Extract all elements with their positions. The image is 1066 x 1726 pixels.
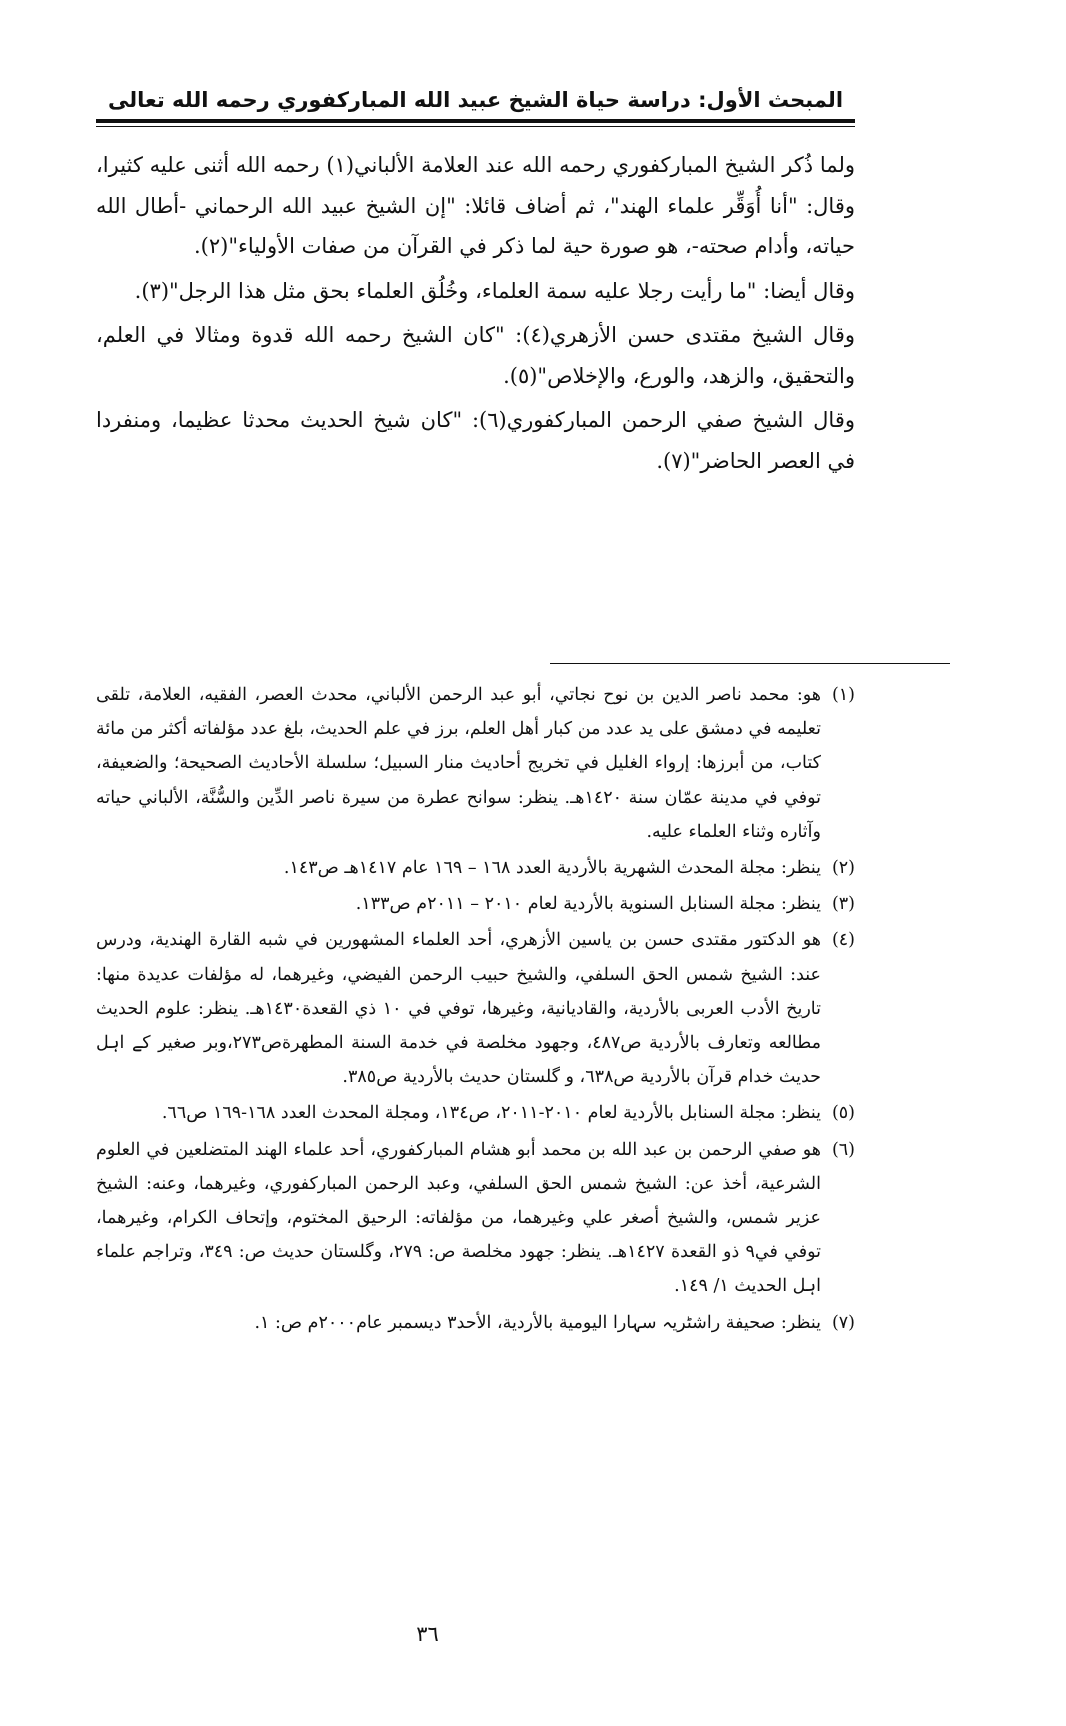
footnote-text: ينظر: صحيفة راشٹريہ سہارا اليومية بالأردية، الأحد٣ ديسمبر عام٢٠٠٠م ص: ١.	[254, 1312, 821, 1333]
body-paragraph: وقال الشيخ صفي الرحمن المباركفوري(٦): "كان شيخ الحديث محدثا عظيما، ومنفردا في العصر الحاضر"(٧).	[96, 408, 855, 473]
footnote-number: (٦)	[831, 1139, 855, 1160]
footnote-text: ينظر: مجلة السنابل السنوية بالأردية لعام ٢٠١٠ – ٢٠١١م ص١٣٣.	[355, 894, 821, 915]
footnote-text: هو: محمد ناصر الدين بن نوح نجاتي، أبو عبد الرحمن الألباني، محدث العصر، الفقيه، العلامة، تلقى تعليمه في دمشق على يد عدد من كبار أهل العلم، برز في علم الحديث، بلغ عدد مؤلفاته أكثر من مائة كتاب، من أبرزها: إرواء الغليل في تخريج أحاديث منار السبيل؛ سلسلة الأحاديث الصحيحة؛ والضعيفة، توفي في مدينة عمّان سنة ١٤٢٠هـ. ينظر: سوانح عطرة من سيرة ناصر الدِّين والسُّنَّة، الألباني حياته وآثاره وثناء العلماء عليه.	[96, 685, 821, 842]
footnote	[96, 1133, 855, 1304]
footnote-text: ينظر: مجلة المحدث الشهرية بالأردية العدد ١٦٨ – ١٦٩ عام ١٤١٧هـ ص١٤٣.	[283, 858, 821, 879]
footnote	[96, 1096, 855, 1130]
footnote	[96, 678, 855, 849]
body-paragraph: ولما ذُكر الشيخ المباركفوري رحمه الله عند العلامة الألباني(١) رحمه الله أثنى عليه كثيرا، وقال: "أنا أُوَقِّر علماء الهند"، ثم أضاف قائلا: "إن الشيخ عبيد الله الرحماني -أطال الله حياته، وأدام صحته-، هو صورة حية لما ذكر في القرآن من صفات الأولياء"(٢).	[96, 153, 855, 258]
footnote-number: (١)	[831, 685, 855, 705]
header-rule-thin	[96, 126, 855, 127]
footnote-number: (٧)	[831, 1312, 855, 1333]
footnote	[96, 851, 855, 885]
main-text	[96, 145, 855, 485]
footnotes	[96, 678, 855, 1342]
footnote	[96, 887, 855, 921]
footnote-number: (٢)	[831, 858, 855, 879]
footnote	[96, 1306, 855, 1340]
footnote-separator	[550, 663, 950, 664]
footnote-text: هو صفي الرحمن بن عبد الله بن محمد أبو هشام المباركفوري، أحد علماء الهند المتضلعين في العلوم الشرعية، أخذ عن: الشيخ شمس الحق السلفي، وعبد الرحمن المباركفوري، وغيرهما، وعنه: الشيخ عزير شمس، والشيخ أصغر علي وغيرهما، من مؤلفاته: الرحيق المختوم، وإتحاف الكرام، وغيرهما، توفي في٩ ذو القعدة ١٤٢٧هـ. ينظر: جهود مخلصة ص: ٢٧٩، وگلستان حديث ص: ٣٤٩، وتراجم علماء اہل الحديث ١/ ١٤٩.	[96, 1139, 821, 1297]
body-paragraph: وقال الشيخ مقتدى حسن الأزهري(٤): "كان الشيخ رحمه الله قدوة ومثالا في العلم، والتحقيق، والزهد، والورع، والإخلاص"(٥).	[96, 323, 855, 388]
footnote-text: ينظر: مجلة السنابل بالأردية لعام ٢٠١٠-٢٠١١، ص١٣٤، ومجلة المحدث العدد ١٦٨-١٦٩ ص٦٦.	[161, 1103, 821, 1124]
footnote-number: (٥)	[831, 1103, 855, 1124]
footnote-number: (٤)	[831, 930, 855, 951]
footnote-number: (٣)	[831, 894, 855, 915]
footnote-text: هو الدكتور مقتدى حسن بن ياسين الأزهري، أحد العلماء المشهورين في شبه القارة الهندية، ودرس عند: الشيخ شمس الحق السلفي، والشيخ حبيب الرحمن الفيضي، وغيرهما، له مؤلفات عديدة منها: تاریخ الأدب العربی بالأردية، والقاديانية، وغيرها، توفي في ١٠ ذي القعدة١٤٣٠هـ. ينظر: علوم الحديث مطالعه وتعارف بالأردية ص٤٨٧، وجهود مخلصة في خدمة السنة المطهرةص٢٧٣،وبر صغیر کے اہل حدیث خدام قرآن بالأردية ص٦٣٨، و گلستان حديث بالأردية ص٣٨٥.	[96, 930, 821, 1088]
header-rule	[96, 119, 855, 123]
footnote	[96, 923, 855, 1094]
running-header: المبحث الأول: دراسة حياة الشيخ عبيد الله المباركفوري رحمه الله تعالى	[107, 88, 844, 112]
body-paragraph: وقال أيضا: "ما رأيت رجلا عليه سمة العلماء، وخُلُق العلماء بحق مثل هذا الرجل"(٣).	[134, 278, 855, 303]
page-number: ٣٦	[416, 1622, 439, 1646]
